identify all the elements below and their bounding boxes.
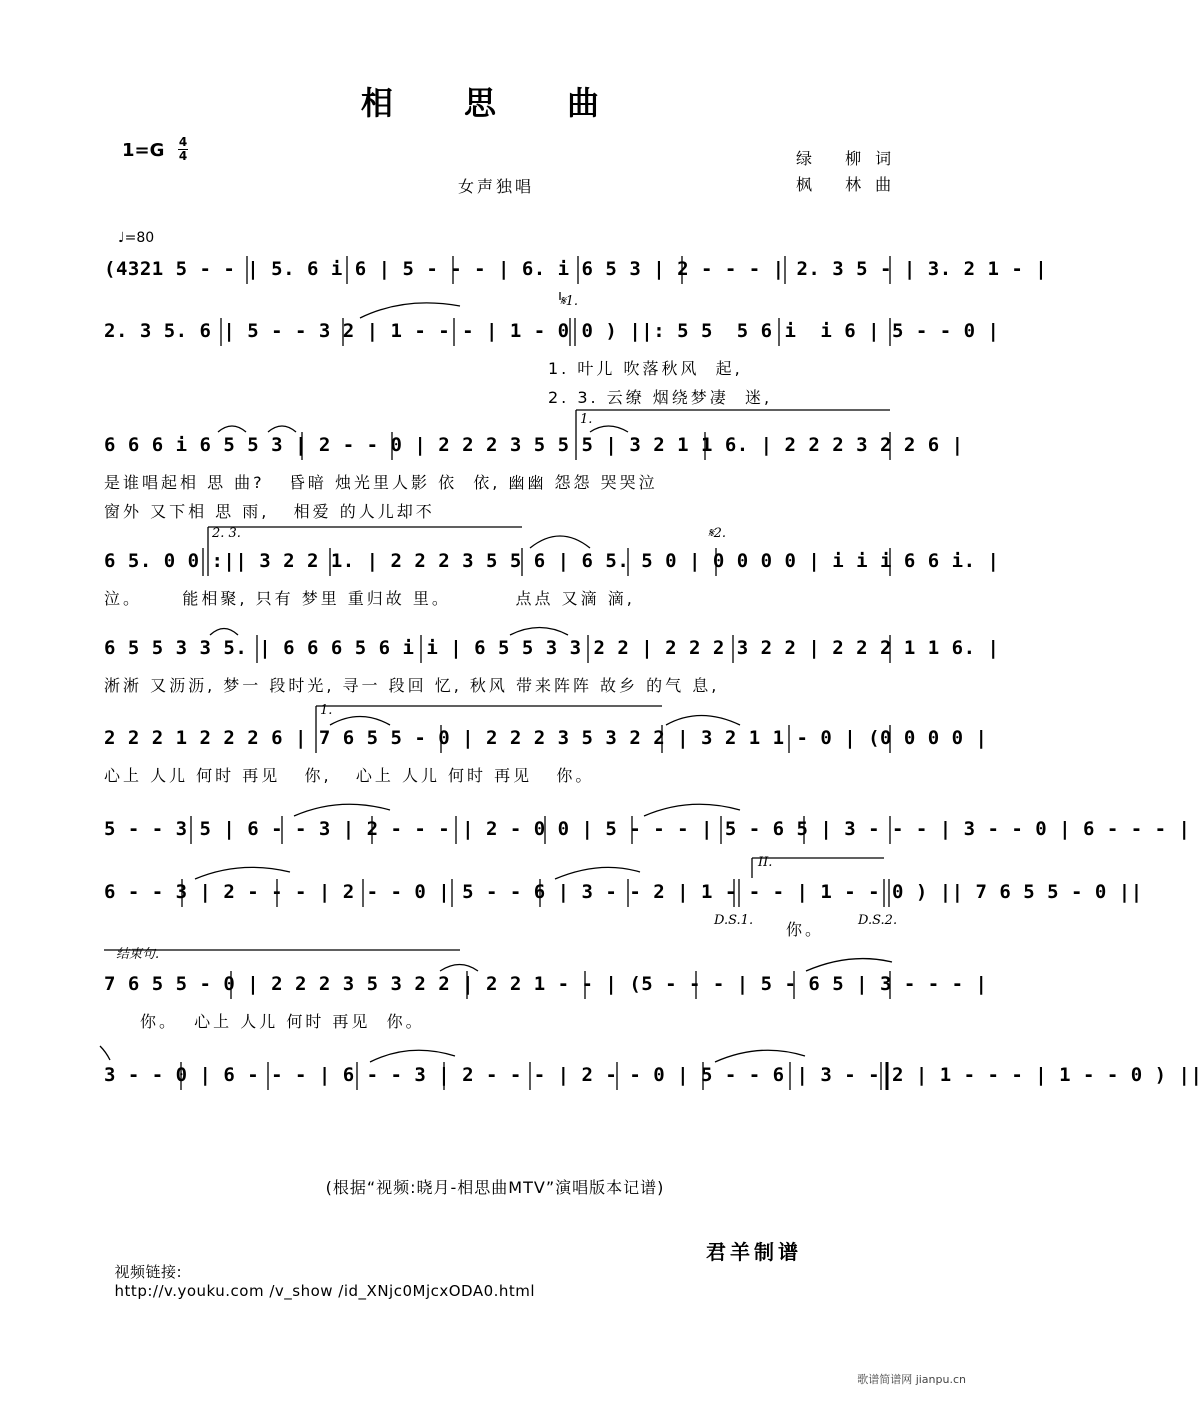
performance-type: 女声独唱 [458, 177, 535, 196]
time-signature-top: 4 [178, 135, 188, 149]
score-line-notes: 6 5 5 3 3 5. | 6 6 6 5 6 i i | 6 5 5 3 3 2 2 | 2 2 2 3 2 2 | 2 2 2 1 1 6. | [104, 637, 1000, 659]
score-line-notes: 6 6 6 i 6 5 5 3 | 2 - - 0 | 2 2 2 3 5 5 5 | 3 2 1 1 6. | 2 2 2 3 2 2 6 | [104, 434, 964, 456]
lyric-line: 心上 人儿 何时 再见 你, 心上 人儿 何时 再见 你。 [104, 766, 595, 785]
score-line-notes: (4321 5 - - | 5. 6 i 6 | 5 - - - | 6. i 6 5 3 | 2 - - - | 2. 3 5 - | 3. 2 1 - | [104, 258, 1048, 280]
lyric-line: 窗外 又下相 思 雨, 相爱 的人儿却不 [104, 502, 435, 521]
score-mark: 1. [320, 703, 333, 718]
composer-credit: 枫 林曲 [796, 175, 906, 194]
score-line-notes: 5 - - 3 5 | 6 - - 3 | 2 - - - | 2 - 0 0 | 5 - - - | 5 - 6 5 | 3 - - - | 3 - - 0 | 6 - - - | [104, 818, 1191, 840]
lyric-line: 是谁唱起相 思 曲? 昏暗 烛光里人影 依 依, 幽幽 怨怨 哭哭泣 [104, 473, 658, 492]
lyric-line: 你。 心上 人儿 何时 再见 你。 [140, 1012, 425, 1031]
page-title: 相 思 曲 [360, 84, 630, 122]
video-link[interactable]: http://v.youku.com /v_show /id_XNjc0MjcxODA0.html [114, 1282, 536, 1300]
score-mark: 𝄋2. [708, 526, 726, 541]
transcription-note: (根据“视频:晓月-相思曲MTV”演唱版本记谱) [325, 1178, 665, 1197]
score-line-notes: 2 2 2 1 2 2 2 6 | 7 6 5 5 - 0 | 2 2 2 3 5 3 2 2 | 3 2 1 1 - 0 | (0 0 0 0 | [104, 727, 988, 749]
lyric-line: 1. 叶儿 吹落秋风 起, [548, 359, 743, 378]
tempo-marking: ♩=80 [118, 230, 155, 246]
lyric-line: 淅淅 又沥沥, 梦一 段时光, 寻一 段回 忆, 秋风 带来阵阵 故乡 的气 息, [104, 676, 720, 695]
lyric-line: 泣。 能相聚, 只有 梦里 重归故 里。 点点 又滴 滴, [104, 589, 635, 608]
video-link-label: 视频链接: [114, 1263, 183, 1281]
site-watermark: 歌谱简谱网 jianpu.cn [857, 1373, 966, 1386]
transcriber-signature: 君羊制谱 [706, 1240, 802, 1264]
score-line-notes: 7 6 5 5 - 0 | 2 2 2 3 5 3 2 2 | 2 2 1 - - | (5 - - - | 5 - 6 5 | 3 - - - | [104, 973, 988, 995]
score-line-notes: 3 - - 0 | 6 - - - | 6 - - 3 | 2 - - - | 2 - - 0 | 5 - - 6 | 3 - - 2 | 1 - - - | 1 - - 0 ) || [104, 1064, 1202, 1086]
lyric-line: 你。 [786, 920, 825, 939]
lyric-line: 2. 3. 云缭 烟绕梦凄 迷, [548, 388, 773, 407]
score-line-notes: 6 5. 0 0 :|| 3 2 2 1. | 2 2 2 3 5 5 6 | 6 5. 5 0 | 0 0 0 0 | i i i 6 6 i. | [104, 550, 1000, 572]
lyricist-credit: 绿 柳词 [796, 149, 906, 168]
score-mark: II. [758, 855, 773, 870]
score-mark: 结束句. [116, 947, 160, 962]
score-mark: 𝄋1. [560, 294, 578, 309]
score-line-notes: 6 - - 3 | 2 - - - | 2 - - 0 | 5 - - 6 | 3 - - 2 | 1 - - - | 1 - - 0 ) || 7 6 5 5 - 0 || [104, 881, 1143, 903]
score-mark: D.S.1. [714, 913, 754, 928]
score-line-notes: 2. 3 5. 6 | 5 - - 3 2 | 1 - - - | 1 - 0 0 ) ||: 5 5 5 6 i i 6 | 5 - - 0 | [104, 320, 1000, 342]
score-mark: 2. 3. [212, 526, 241, 541]
time-signature-bottom: 4 [178, 149, 188, 163]
key-signature: 1=G [122, 140, 165, 161]
score-mark: 1. [580, 412, 593, 427]
score-mark: D.S.2. [858, 913, 898, 928]
